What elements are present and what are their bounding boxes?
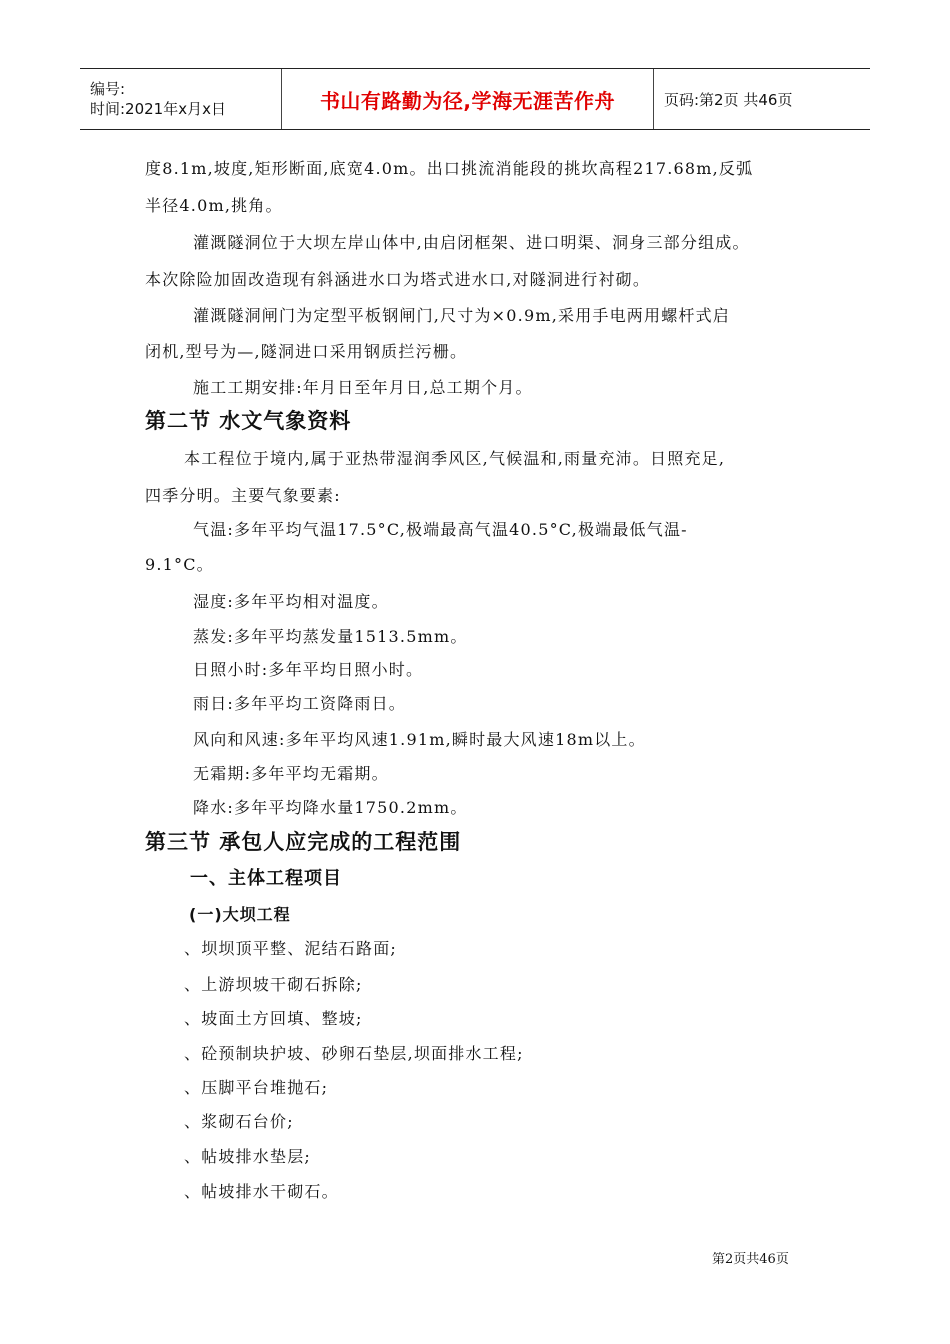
list-item: 、帖坡排水垫层; — [184, 1147, 311, 1166]
weather-wind: 风向和风速:多年平均风速1.91m,瞬时最大风速18m以上。 — [193, 730, 646, 749]
body-line: 灌溉隧洞位于大坝左岸山体中,由启闭框架、进口明渠、洞身三部分组成。 — [193, 233, 750, 252]
body-line: 灌溉隧洞闸门为定型平板钢闸门,尺寸为×0.9m,采用手电两用螺杆式启 — [193, 306, 730, 325]
list-item: 、坡面土方回填、整坡; — [184, 1009, 363, 1028]
header-page-info: 页码:第2页 共46页 — [664, 90, 793, 109]
body-line: 闭机,型号为—,隧洞进口采用钢质拦污栅。 — [145, 342, 468, 361]
list-item: 、砼预制块护坡、砂卵石垫层,坝面排水工程; — [184, 1044, 524, 1063]
section-title: 第二节 水文气象资料 — [145, 409, 352, 433]
body-line: 本工程位于境内,属于亚热带湿润季风区,气候温和,雨量充沛。日照充足, — [184, 449, 726, 468]
subsection-title: 一、主体工程项目 — [190, 868, 342, 889]
header-motto: 书山有路勤为径,学海无涯苦作舟 — [282, 69, 654, 129]
weather-frost-free: 无霜期:多年平均无霜期。 — [193, 764, 389, 783]
subsubsection-title: (一)大坝工程 — [189, 905, 291, 924]
body-line: 半径4.0m,挑角。 — [145, 196, 283, 215]
weather-precipitation: 降水:多年平均降水量1750.2mm。 — [193, 798, 468, 817]
body-line: 施工工期安排:年月日至年月日,总工期个月。 — [193, 378, 533, 397]
body-line: 本次除险加固改造现有斜涵进水口为塔式进水口,对隧洞进行衬砌。 — [145, 270, 651, 289]
weather-rain-days: 雨日:多年平均工资降雨日。 — [193, 694, 406, 713]
list-item: 、浆砌石台价; — [184, 1112, 294, 1131]
body-line: 度8.1m,坡度,矩形断面,底宽4.0m。出口挑流消能段的挑坎高程217.68m,反弧 — [145, 159, 754, 178]
list-item: 、坝坝顶平整、泥结石路面; — [184, 939, 397, 958]
document-number-label: 编号: — [90, 80, 126, 98]
section-title: 第三节 承包人应完成的工程范围 — [145, 830, 462, 854]
body-line: 四季分明。主要气象要素: — [145, 486, 341, 505]
weather-temp: 9.1°C。 — [145, 555, 214, 574]
list-item: 、压脚平台堆抛石; — [184, 1078, 329, 1097]
weather-temp: 气温:多年平均气温17.5°C,极端最高气温40.5°C,极端最低气温- — [193, 520, 688, 539]
document-time: 时间:2021年x月x日 — [90, 100, 226, 118]
weather-sunshine: 日照小时:多年平均日照小时。 — [193, 660, 424, 679]
list-item: 、帖坡排水干砌石。 — [184, 1182, 339, 1201]
weather-evaporation: 蒸发:多年平均蒸发量1513.5mm。 — [193, 627, 468, 646]
list-item: 、上游坝坡干砌石拆除; — [184, 975, 363, 994]
header-meta — [80, 69, 282, 129]
page-header — [80, 68, 870, 130]
weather-humidity: 湿度:多年平均相对温度。 — [193, 592, 389, 611]
page-footer: 第2页共46页 — [712, 1252, 789, 1267]
